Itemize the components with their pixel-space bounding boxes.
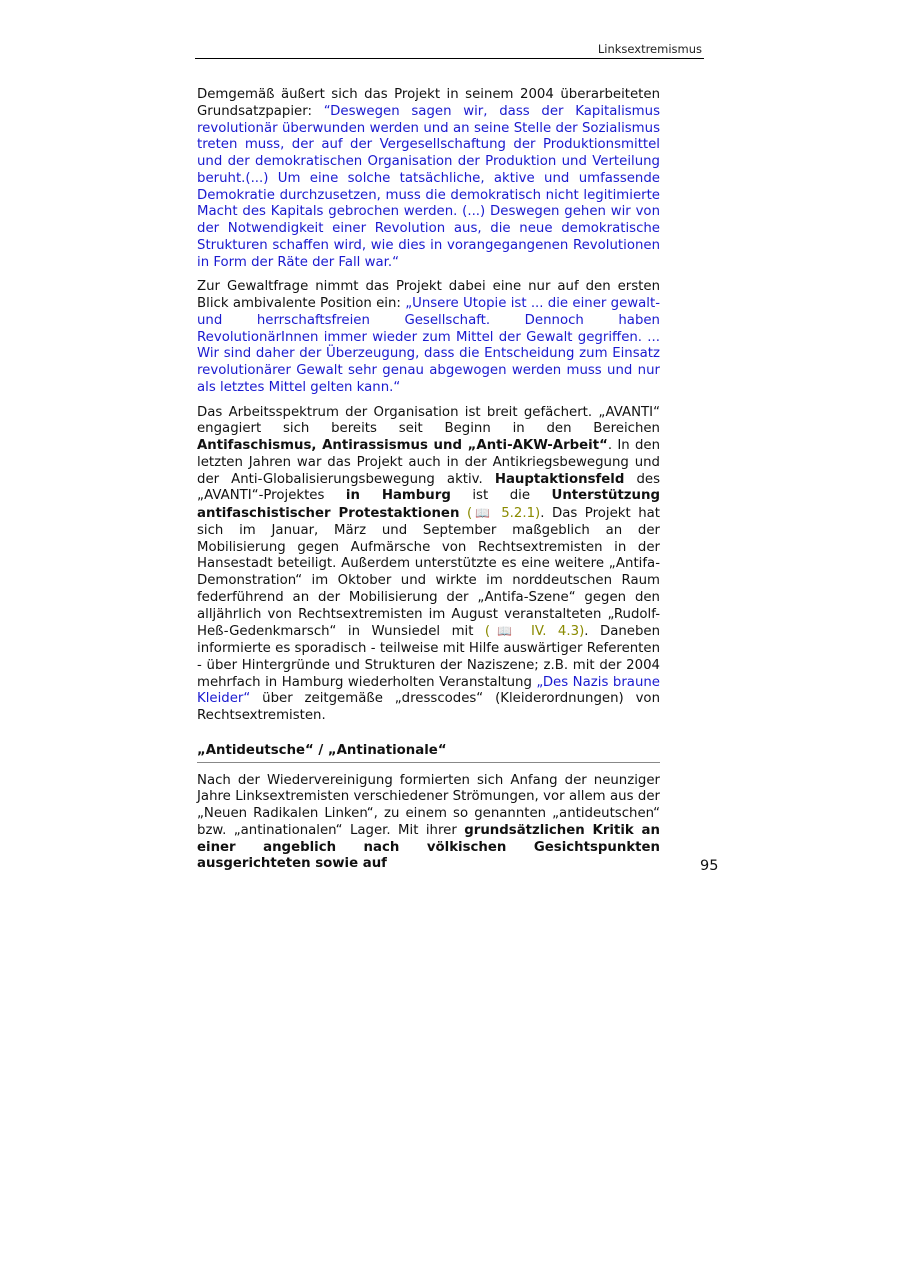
cross-reference-text: 5.2.1) [493, 506, 541, 521]
paragraph-gewaltfrage [197, 279, 660, 396]
cross-reference-text: IV. 4.3) [519, 624, 585, 640]
paragraph-text: Zur Gewaltfrage nimmt das Projekt dabei eine nur auf den ersten Blick ambivalente Position ein: [197, 279, 660, 311]
paragraph-wiedervereinigung [197, 773, 660, 874]
ref-paren: ( [459, 506, 473, 521]
cross-reference-link[interactable] [459, 506, 540, 521]
bold-text: Unterstützung antifaschistischer Protestaktionen [197, 488, 660, 521]
paragraph-text: des „AVANTI“-Projektes [197, 471, 660, 504]
paragraph-grundsatzpapier [197, 87, 660, 271]
main-text [197, 87, 660, 881]
paragraph-text: über zeitgemäße „dresscodes“ (Kleiderordnungen) von Rechtsextremisten. [197, 691, 660, 723]
book-icon: 📖 [490, 624, 520, 639]
event-link[interactable]: „Des Nazis braune Kleider“ [197, 674, 660, 707]
bold-text: Hauptaktionsfeld [494, 471, 625, 487]
page-number: 95 [700, 858, 719, 874]
paragraph-text: Demgemäß äußert sich das Projekt in seinem 2004 überarbeiteten Grundsatzpapier: [197, 87, 660, 119]
bold-text: Antifaschismus, Antirassismus und „Anti-AKW-Arbeit“ [197, 438, 608, 453]
paragraph-text: . Daneben informierte es sporadisch - teilweise mit Hilfe auswärtiger Referenten - über Hintergründe und Strukturen der Naziszene; z.B. mit der 2004 mehrfach in Hamburg wiederholten Veranstaltung [197, 624, 661, 690]
paragraph-text: . In den letzten Jahren war das Projekt auch in der Antikriegsbewegung und der Anti-Globalisierungsbewegung aktiv. [197, 438, 660, 487]
bold-text: in Hamburg [345, 488, 451, 504]
quotation: „Unsere Utopie ist ... die einer gewalt- und herrschaftsfreien Gesellschaft. Dennoch haben RevolutionärInnen immer wieder zum Mittel der Gewalt gegriffen. ... Wir sind daher der Überzeugung, dass die Entscheidung zum Einsatz revolutionärer Gewalt sehr genau abgewogen werden muss und nur als letztes Mittel gelten kann.“ [197, 296, 660, 395]
paragraph-text: . Das Projekt hat sich im Januar, März und September maßgeblich an der Mobilisierung gegen Aufmärsche von Rechtsextremisten in der Hansestadt beteiligt. Außerdem unterstützte es eine weitere „Antifa-Demonstration“ im Oktober und wirkte im norddeutschen Raum federführend an der Mobilisierung der „Antifa-Szene“ gegen den alljährlich von Rechtsextremisten im August veranstalteten „Rudolf-Heß-Gedenkmarsch“ in Wunsiedel mit [197, 506, 660, 640]
paragraph-text: Nach der Wiedervereinigung formierten sich Anfang der neunziger Jahre Linksextremisten verschiedener Strömungen, vor allem aus der „Neuen Radikalen Linken“, zu einem so genannten „antideutschen“ bzw. „antinationalen“ Lager. Mit ihrer [197, 772, 660, 838]
ref-paren: ( [484, 624, 491, 640]
paragraph-text: ist die [450, 488, 552, 504]
header-title: Linksextremismus [597, 42, 702, 56]
running-header [195, 40, 704, 59]
section-heading: „Antideutsche“ / „Antinationale“ [197, 743, 660, 763]
quotation: “Deswegen sagen wir, dass der Kapitalismus revolutionär überwunden werden und an seine Stelle der Sozialismus treten muss, der auf der Vergesellschaftung der Produktionsmittel und der demokratischen Organisation der Produktion und Verteilung beruht.(...) Um eine solche tatsächliche, aktive und umfassende Demokratie durchzusetzen, muss die demokratisch nicht legitimierte Macht des Kapitals gebrochen werden. (...) Deswegen gehen wir von der Notwendigkeit einer Revolution aus, die neue demokratische Strukturen schaffen wird, wie dies in vorangegangenen Revolutionen in Form der Räte der Fall war.“ [197, 103, 660, 270]
paragraph-text: Das Arbeitsspektrum der Organisation ist breit gefächert. „AVANTI“ engagiert sich bereits seit Beginn in den Bereichen [197, 404, 660, 437]
cross-reference-link[interactable] [485, 624, 584, 639]
paragraph-arbeitsspektrum [197, 405, 660, 725]
bold-text: grundsätzlichen Kritik an einer angeblich nach völkischen Gesichtspunkten ausgerichteten sowie auf [197, 822, 660, 872]
book-icon: 📖 [472, 506, 494, 520]
